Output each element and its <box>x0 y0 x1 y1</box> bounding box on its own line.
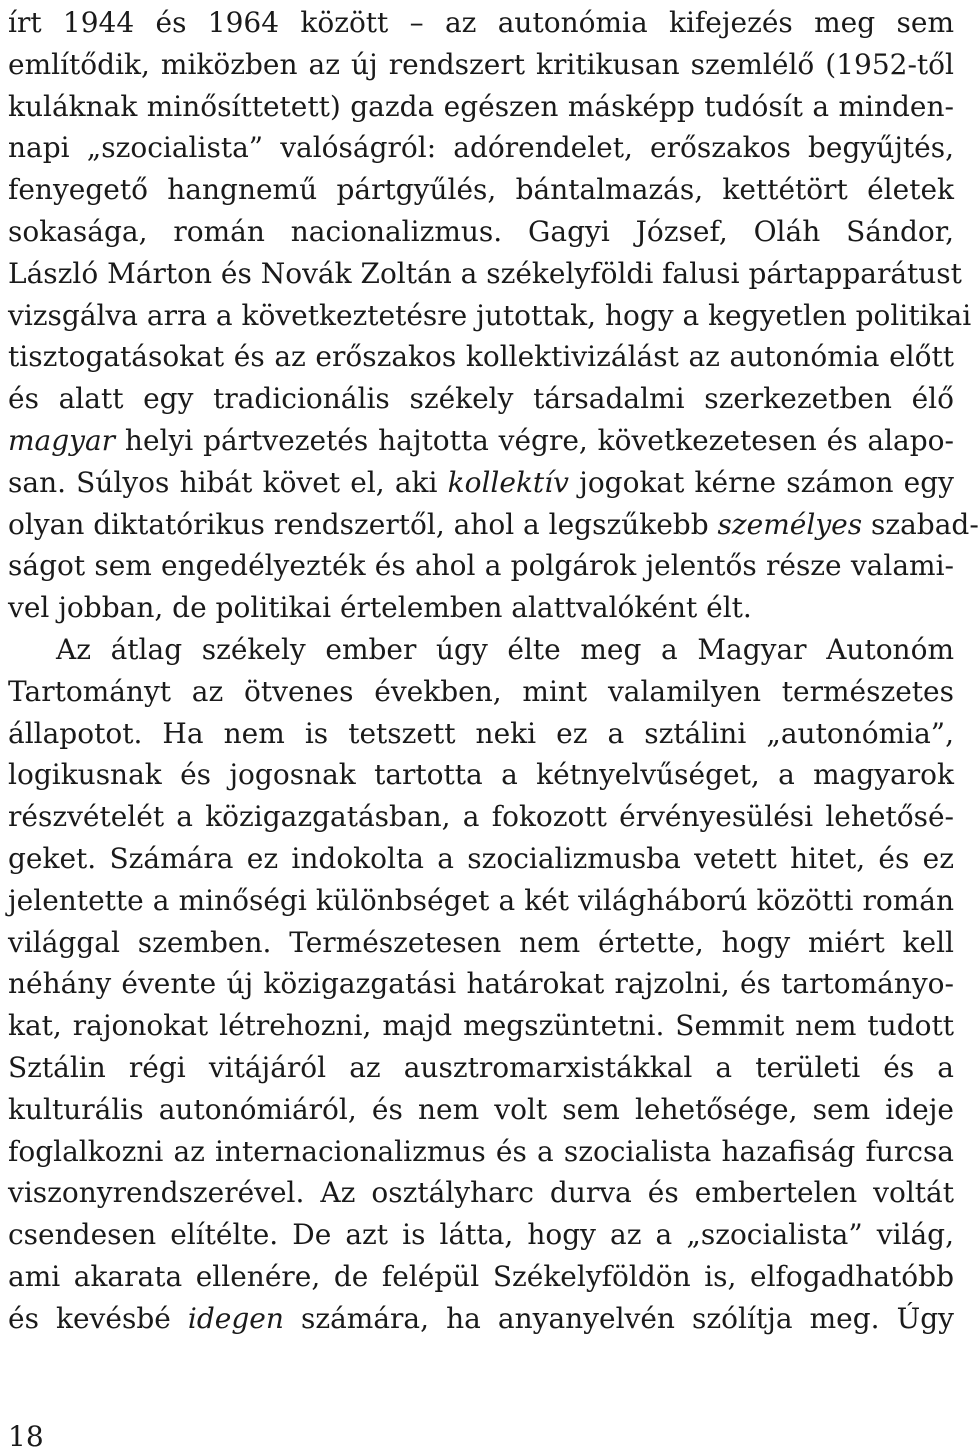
text-segment: állapotot. Ha nem is tetszett neki ez a sztálini „autonómia”, <box>8 716 954 750</box>
text-segment: és alatt egy tradicionális székely társadalmi szerkezetben élő <box>8 382 954 416</box>
text-line <box>8 44 954 86</box>
text-segment: foglalkozni az internacionalizmus és a szocialista hazafiság furcsa <box>8 1134 954 1168</box>
text-segment: logikusnak és jogosnak tartotta a kétnyelvűséget, a magyarok <box>8 758 954 792</box>
text-segment: szabad- <box>862 507 979 541</box>
text-segment: geket. Számára ez indokolta a szocializmusba vetett hitet, és ez <box>8 841 954 875</box>
text-line <box>8 504 979 546</box>
text-segment: ami akarata ellenére, de felépül Székelyföldön is, elfogadhatóbb <box>8 1259 954 1293</box>
text-line <box>8 922 954 964</box>
text-line <box>8 295 972 337</box>
text-line <box>8 336 954 378</box>
text-line <box>8 1131 954 1173</box>
text-line <box>8 1005 954 1047</box>
text-segment: san. Súlyos hibát követ el, aki <box>8 465 448 499</box>
italic-text: magyar <box>8 423 116 457</box>
text-line <box>8 462 954 504</box>
text-segment: vel jobban, de politikai értelemben alattvalóként élt. <box>8 591 752 625</box>
text-segment: írt 1944 és 1964 között – az autonómia kifejezés meg sem <box>8 6 954 39</box>
text-segment: világgal szemben. Természetesen nem értette, hogy miért kell <box>8 925 954 959</box>
text-line <box>8 1298 954 1340</box>
text-segment: László Márton és Novák Zoltán a székelyföldi falusi pártapparátust <box>8 256 962 290</box>
text-segment: jelentette a minőségi különbséget a két világháború közötti román <box>8 883 954 917</box>
text-segment: jogokat kérne számon egy <box>568 465 954 499</box>
text-line <box>8 880 954 922</box>
text-segment: Az átlag székely ember úgy élte meg a Magyar Autonóm <box>56 632 954 666</box>
text-segment: kuláknak minősíttetett) gazda egészen másképp tudósít a minden- <box>8 89 954 123</box>
text-segment: ságot sem engedélyezték és ahol a polgárok jelentős része valami- <box>8 549 954 583</box>
text-line <box>8 671 954 713</box>
text-line <box>8 587 954 629</box>
text-line <box>8 629 954 671</box>
text-segment: tisztogatásokat és az erőszakos kollektivizálást az autonómia előtt <box>8 340 954 374</box>
text-line <box>8 378 954 420</box>
text-segment: napi „szocialista” valóságról: adórendelet, erőszakos begyűjtés, <box>8 131 954 165</box>
text-segment: olyan diktatórikus rendszertől, ahol a legszűkebb <box>8 507 718 541</box>
text-segment: Tartományt az ötvenes években, mint valamilyen természetes <box>8 674 954 708</box>
text-segment: viszonyrendszerével. Az osztályharc durva és embertelen voltát <box>8 1176 954 1210</box>
text-segment: említődik, miközben az új rendszert kritikusan szemlélő (1952-től <box>8 47 954 81</box>
text-segment: kulturális autonómiáról, és nem volt sem lehetősége, sem ideje <box>8 1092 954 1126</box>
text-line <box>8 169 954 211</box>
text-line <box>8 1047 954 1089</box>
text-line <box>8 796 954 838</box>
text-line <box>8 2 954 44</box>
text-line <box>8 1256 954 1298</box>
text-segment: sokasága, román nacionalizmus. Gagyi József, Oláh Sándor, <box>8 214 954 248</box>
text-line <box>8 754 954 796</box>
text-line <box>8 713 954 755</box>
text-segment: helyi pártvezetés hajtotta végre, következetesen és alapo- <box>115 423 954 457</box>
text-line <box>8 211 954 253</box>
text-segment: kat, rajonokat létrehozni, majd megszüntetni. Semmit nem tudott <box>8 1009 954 1043</box>
text-line <box>8 963 954 1005</box>
page-number: 18 <box>8 1420 44 1453</box>
text-segment: és kevésbé <box>8 1301 188 1335</box>
text-segment: csendesen elítélte. De azt is látta, hogy az a „szocialista” világ, <box>8 1218 954 1252</box>
text-line <box>8 1089 954 1131</box>
text-line <box>8 1214 954 1256</box>
text-line <box>8 420 954 462</box>
text-line <box>8 838 954 880</box>
italic-text: idegen <box>187 1301 284 1335</box>
body-text <box>8 2 979 1340</box>
text-segment: részvételét a közigazgatásban, a fokozott érvényesülési lehetősé- <box>8 800 954 834</box>
text-segment: Sztálin régi vitájáról az ausztromarxistákkal a területi és a <box>8 1050 954 1084</box>
italic-text: kollektív <box>447 465 569 499</box>
text-segment: néhány évente új közigazgatási határokat rajzolni, és tartományo- <box>8 967 954 1001</box>
text-line <box>8 127 954 169</box>
text-segment: fenyegető hangnemű pártgyűlés, bántalmazás, kettétört életek <box>8 173 954 207</box>
text-line <box>8 1172 954 1214</box>
text-line <box>8 86 954 128</box>
text-segment: számára, ha anyanyelvén szólítja meg. Úgy <box>283 1301 954 1335</box>
italic-text: személyes <box>717 507 863 541</box>
text-line <box>8 545 954 587</box>
text-line <box>8 253 962 295</box>
text-segment: vizsgálva arra a következtetésre jutottak, hogy a kegyetlen politikai <box>8 298 972 332</box>
